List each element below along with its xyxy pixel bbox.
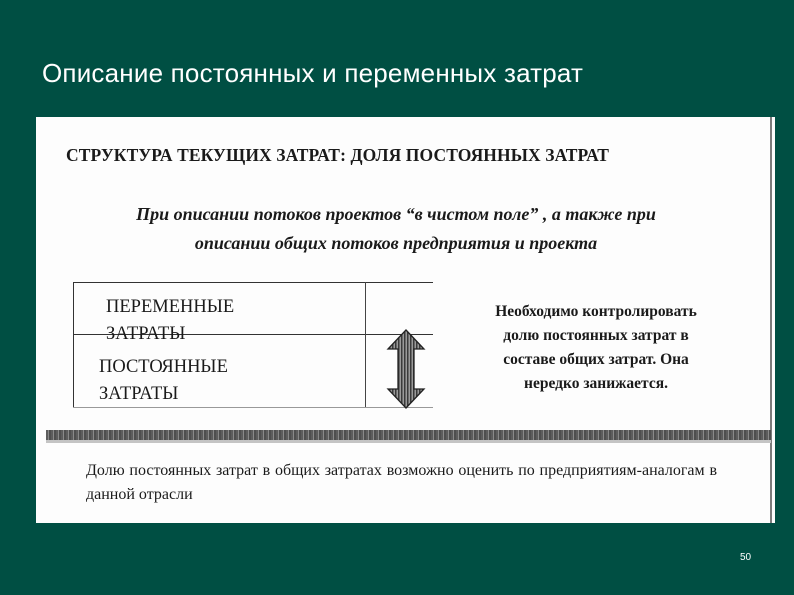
separator-band-light: [46, 440, 771, 443]
document-heading: СТРУКТУРА ТЕКУЩИХ ЗАТРАТ: ДОЛЯ ПОСТОЯННЫХ ЗАТРАТ: [66, 145, 610, 165]
double-arrow-icon: [386, 329, 426, 409]
document-subtitle: При описании потоков проектов “в чистом поле” , а также при описании общих потоков предприятия и проекта: [136, 204, 656, 253]
cost-structure-table: [73, 282, 433, 408]
page-number: 50: [740, 552, 752, 563]
scanned-document: [36, 117, 775, 523]
variable-costs-label: ПЕРЕМЕННЫЕ ЗАТРАТЫ: [106, 297, 235, 344]
fixed-costs-label: ПОСТОЯННЫЕ ЗАТРАТЫ: [99, 357, 228, 404]
scan-edge: [770, 117, 772, 523]
table-left-border: [73, 282, 74, 408]
slide-title: Описание постоянных и переменных затрат: [42, 58, 584, 88]
table-top-border: [73, 282, 433, 283]
separator-band: [46, 430, 771, 440]
table-divider: [365, 282, 366, 408]
footnote: Долю постоянных затрат в общих затратах возможно оценить по предприятиям-аналогам в данной отрасли: [86, 462, 717, 503]
control-note: Необходимо контролировать долю постоянных затрат в составе общих затрат. Она нередко занижается.: [495, 303, 697, 392]
